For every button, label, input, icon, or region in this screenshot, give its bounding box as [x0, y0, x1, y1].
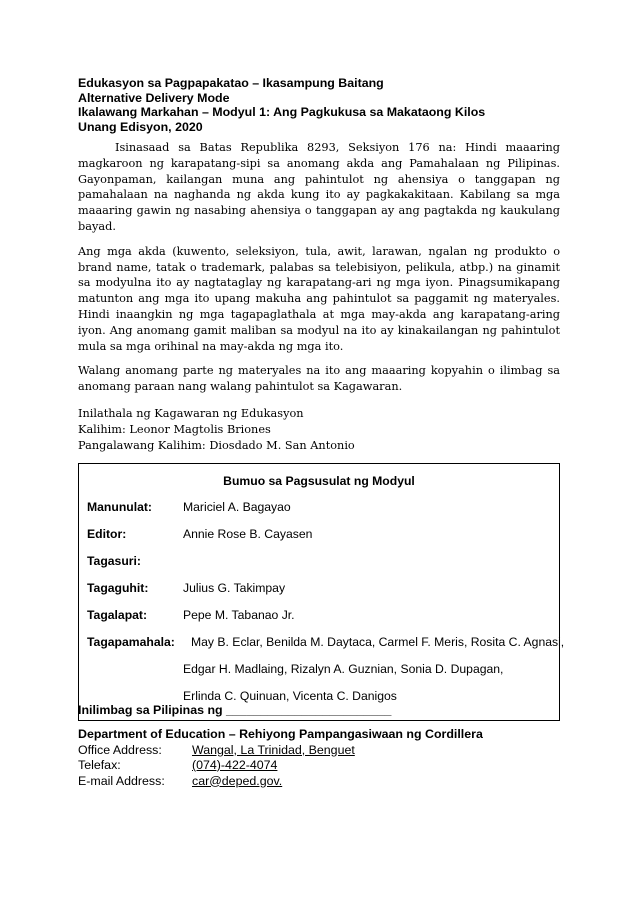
copyright-paragraph-2: Ang mga akda (kuwento, seleksiyon, tula, awit, larawan, ngalan ng produkto o brand name, tatak o trademark, palabas sa telebisiyon, pelikula, atbp.) na ginamit sa modyulna ito ay nagtataglay ng karapatang-ari ng mga iyon. Pinagsumikapang matunton ang mga ito upang makuha ang pahintulot sa paggamit ng materyales. Hindi inaangkin ng mga tagapaglathala at mga may-akda ang karapatang-aring iyon. Ang anomang gamit maliban sa modyul na ito ay kinakailangan ng pahintulot mula sa mga orihinal na may-akda ng mga ito. [78, 244, 560, 353]
copyright-paragraph-3: Walang anomang parte ng materyales na ito ang maaaring kopyahin o ilimbag sa anomang paraan nang walang pahintulot sa Kagawaran. [78, 364, 560, 394]
development-team-box [78, 463, 565, 721]
secretary-line: Kalihim: Leonor Magtolis Briones [78, 422, 271, 436]
management-names-2: Edgar H. Madlaing, Rizalyn A. Guznian, Sonia D. Dupagan, [183, 662, 504, 677]
department-title: Department of Education – Rehiyong Pampangasiwaan ng Cordillera [78, 727, 483, 741]
editor-name: Annie Rose B. Cayasen [183, 527, 313, 542]
illustrator-name: Julius G. Takimpay [183, 581, 286, 596]
development-team-title: Bumuo sa Pagsusulat ng Modyul [223, 474, 415, 489]
header-subject: Edukasyon sa Pagpapakatao – Ikasampung Baitang [78, 76, 384, 90]
office-address-value: Wangal, La Trinidad, Benguet [192, 742, 355, 757]
writer-name: Mariciel A. Bagayao [183, 500, 291, 515]
email-row [78, 774, 560, 790]
copyright-paragraph-1: Isinasaad sa Batas Republika 8293, Seksiyon 176 na: Hindi maaaring magkaroon ng karapatang-sipi sa anomang akda ang Pamahalaan ng Pilipinas. Gayonpaman, kailangan muna ang pahintulot ng ahensiya o tanggapan ng pamahalaan na naghanda ng akda kung ito ay pagkakakitaan. Kabilang sa mga maaaring gawin ng nasabing ahensiya o tanggapan ay ang pagtakda ng kaukulang bayad. [78, 141, 560, 233]
telefax-row [78, 758, 560, 774]
editor-label: Editor: [87, 527, 127, 542]
management-names-3: Erlinda C. Quinuan, Vicenta C. Danigos [183, 689, 397, 704]
header-mode: Alternative Delivery Mode [78, 90, 230, 105]
copyright-page [78, 76, 565, 788]
header-edition: Unang Edisyon, 2020 [78, 119, 203, 134]
reviewer-label: Tagasuri: [87, 554, 141, 569]
management-label: Tagapamahala: [87, 635, 175, 650]
printed-in-line: Inilimbag sa Pilipinas ng ________________________ [78, 703, 392, 717]
module-header [78, 76, 560, 134]
telefax-label: Telefax: [78, 758, 121, 772]
illustrator-label: Tagaguhit: [87, 581, 149, 596]
department-block [78, 727, 560, 789]
office-address-label: Office Address: [78, 742, 162, 757]
email-label: E-mail Address: [78, 773, 165, 788]
layout-name: Pepe M. Tabanao Jr. [183, 608, 295, 623]
officials-block [78, 406, 560, 453]
telefax-value: (074)-422-4074 [192, 758, 278, 772]
undersecretary-line: Pangalawang Kalihim: Diosdado M. San Antonio [78, 438, 355, 452]
layout-label: Tagalapat: [87, 608, 148, 623]
header-module: Ikalawang Markahan – Modyul 1: Ang Pagkukusa sa Makataong Kilos [78, 105, 486, 119]
email-link[interactable]: car@deped.gov. [192, 773, 283, 788]
office-address-row [78, 743, 560, 759]
management-names-1: May B. Eclar, Benilda M. Daytaca, Carmel F. Meris, Rosita C. Agnasi, [191, 635, 565, 650]
publisher-line: Inilathala ng Kagawaran ng Edukasyon [78, 406, 304, 420]
writer-label: Manunulat: [87, 500, 152, 515]
